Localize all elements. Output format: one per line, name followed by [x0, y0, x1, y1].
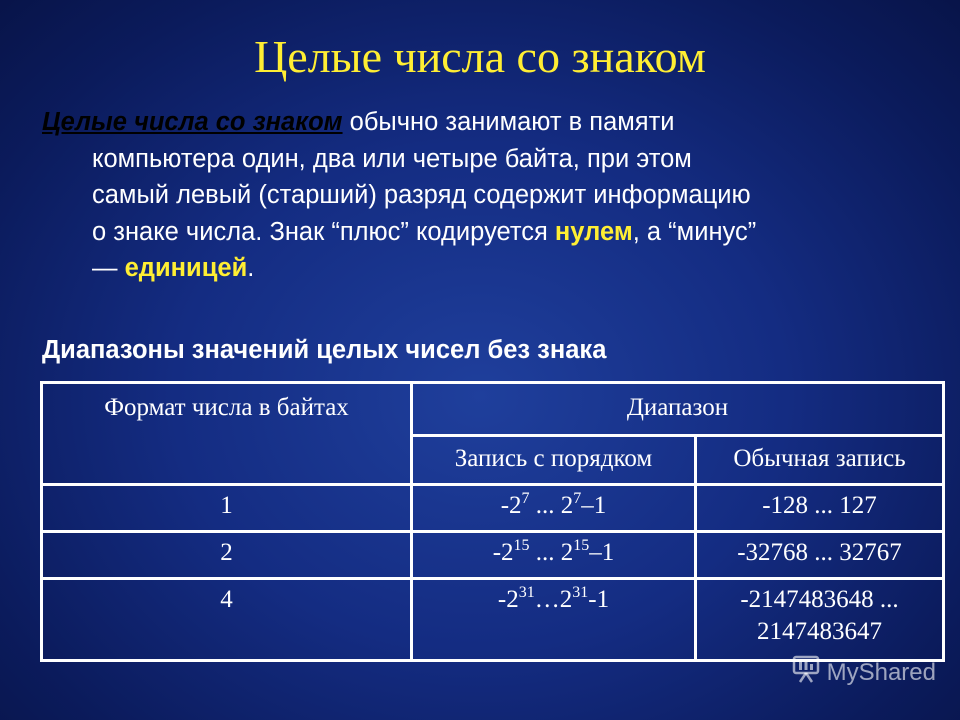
cell-bytes: 4 — [42, 579, 412, 661]
paragraph-line-3: самый левый (старший) разряд содержит информацию — [92, 181, 751, 209]
header-normal: Обычная запись — [696, 436, 944, 485]
ranges-table — [40, 381, 945, 662]
exp-max-base: 2 — [559, 586, 573, 613]
header-range: Диапазон — [412, 383, 944, 436]
cell-exp — [412, 485, 696, 532]
exp-min-power: 7 — [521, 490, 530, 507]
cell-bytes: 1 — [42, 485, 412, 532]
table-title: Диапазоны значений целых чисел без знака — [42, 336, 607, 364]
paragraph-text-4a: о знаке числа. Знак “плюс” кодируется — [92, 217, 555, 246]
exp-min-base: -2 — [497, 586, 519, 613]
table-row — [42, 485, 944, 532]
cell-exp — [412, 532, 696, 579]
header-format: Формат числа в байтах — [42, 383, 412, 485]
table-row — [42, 579, 944, 661]
cell-bytes: 2 — [42, 532, 412, 579]
exp-max-power: 15 — [573, 537, 590, 554]
exp-max-tail: –1 — [581, 492, 607, 519]
paragraph-text-5a: — — [92, 254, 125, 282]
highlight-one: единицей — [124, 254, 248, 282]
exp-max-base: 2 — [560, 492, 574, 519]
paragraph-line-1 — [42, 104, 942, 141]
cell-normal: -2147483648 ... 2147483647 — [696, 579, 944, 661]
exp-min-power: 15 — [513, 537, 530, 554]
watermark-text: MyShared — [826, 658, 936, 686]
exp-max-power: 31 — [572, 584, 589, 601]
exp-separator: ... — [529, 492, 561, 519]
exp-max-tail: -1 — [588, 586, 610, 613]
header-exp: Запись с порядком — [412, 436, 696, 485]
highlight-zero: нулем — [554, 217, 633, 246]
exp-min-base: -2 — [500, 492, 522, 519]
table-row — [42, 532, 944, 579]
paragraph-line-5 — [42, 250, 942, 287]
cell-normal: -32768 ... 32767 — [696, 532, 944, 579]
paragraph-text-4b: , а “минус” — [632, 217, 757, 246]
exp-separator: … — [534, 586, 560, 613]
table-header-row — [42, 383, 944, 436]
cell-normal: -128 ... 127 — [696, 485, 944, 532]
cell-exp — [412, 579, 696, 661]
exp-min-base: -2 — [492, 539, 514, 566]
presentation-board-icon — [791, 655, 821, 690]
paragraph-line-4 — [42, 214, 942, 251]
watermark — [791, 655, 936, 690]
paragraph-text-1: обычно занимают в памяти — [342, 108, 675, 136]
definition-paragraph — [42, 104, 942, 287]
paragraph-line-2: компьютера один, два или четыре байта, при этом — [92, 144, 692, 173]
exp-separator: ... — [529, 539, 561, 566]
slide-title: Целые числа со знаком — [254, 31, 706, 82]
exp-max-base: 2 — [560, 539, 574, 566]
paragraph-text-5b: . — [247, 254, 255, 282]
exp-min-power: 31 — [518, 584, 535, 601]
exp-max-power: 7 — [573, 490, 582, 507]
exp-max-tail: –1 — [589, 539, 615, 566]
term-signed-integers: Целые числа со знаком — [42, 108, 343, 136]
